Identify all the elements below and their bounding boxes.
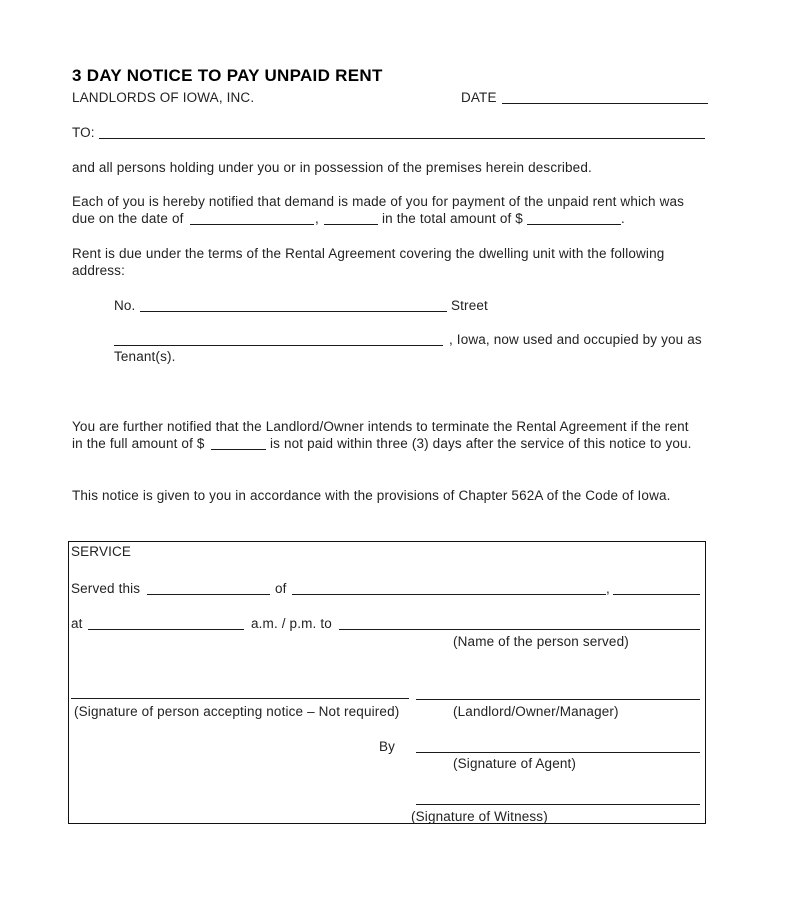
street-label: Street: [451, 298, 488, 313]
demand-comma: ,: [315, 211, 319, 226]
to-label: TO:: [72, 125, 95, 140]
date-label: DATE: [461, 90, 497, 105]
to-field[interactable]: [99, 138, 705, 139]
date-field[interactable]: [502, 103, 708, 104]
agent-signature-field[interactable]: [416, 752, 700, 753]
accepting-signature-field[interactable]: [71, 698, 409, 699]
no-label: No.: [114, 298, 136, 313]
tenant-text: Tenant(s).: [114, 349, 176, 364]
witness-caption: (Signature of Witness): [411, 809, 548, 824]
ampm-to-label: a.m. / p.m. to: [251, 616, 332, 631]
witness-signature-field[interactable]: [416, 804, 700, 805]
full-amount-label: in the full amount of $: [72, 436, 205, 451]
due-date-field[interactable]: [190, 224, 314, 225]
iowa-text: , Iowa, now used and occupied by you as: [449, 332, 702, 347]
further-line-2: is not paid within three (3) days after the service of this notice to you.: [270, 436, 692, 451]
company-name: LANDLORDS OF IOWA, INC.: [72, 90, 255, 105]
due-year-field[interactable]: [324, 224, 378, 225]
persons-paragraph: and all persons holding under you or in possession of the premises herein described.: [72, 160, 592, 175]
served-year-field[interactable]: [613, 594, 700, 595]
at-label: at: [71, 616, 83, 631]
street-number-field[interactable]: [140, 311, 447, 312]
rent-line-1: Rent is due under the terms of the Rental Agreement covering the dwelling unit with the following: [72, 246, 665, 261]
city-field[interactable]: [114, 345, 443, 346]
demand-due-date-label: due on the date of: [72, 211, 184, 226]
rent-line-2: address:: [72, 263, 125, 278]
served-this-label: Served this: [71, 581, 141, 596]
accepting-signature-caption: (Signature of person accepting notice – Not required): [74, 704, 400, 719]
of-label: of: [275, 581, 287, 596]
landlord-signature-field[interactable]: [416, 699, 700, 700]
demand-line-1: Each of you is hereby notified that demand is made of you for payment of the unpaid rent which was: [72, 194, 685, 209]
by-label: By: [379, 739, 396, 754]
name-served-caption: (Name of the person served): [453, 634, 629, 649]
served-month-field[interactable]: [292, 594, 606, 595]
further-line-1: You are further notified that the Landlord/Owner intends to terminate the Rental Agreement if the rent: [72, 419, 689, 434]
person-served-field[interactable]: [339, 629, 700, 630]
landlord-caption: (Landlord/Owner/Manager): [453, 704, 619, 719]
total-amount-label: in the total amount of $: [382, 211, 523, 226]
agent-caption: (Signature of Agent): [453, 756, 577, 771]
service-section: [68, 541, 706, 824]
served-day-field[interactable]: [147, 594, 270, 595]
document-title: 3 DAY NOTICE TO PAY UNPAID RENT: [72, 66, 383, 85]
served-time-field[interactable]: [88, 629, 244, 630]
notice-paragraph: This notice is given to you in accordance with the provisions of Chapter 562A of the Code of Iowa.: [72, 488, 671, 503]
served-comma: ,: [606, 581, 610, 596]
service-heading: SERVICE: [71, 544, 132, 559]
demand-period: .: [621, 211, 625, 226]
full-amount-field[interactable]: [211, 449, 266, 450]
total-amount-field[interactable]: [527, 224, 621, 225]
